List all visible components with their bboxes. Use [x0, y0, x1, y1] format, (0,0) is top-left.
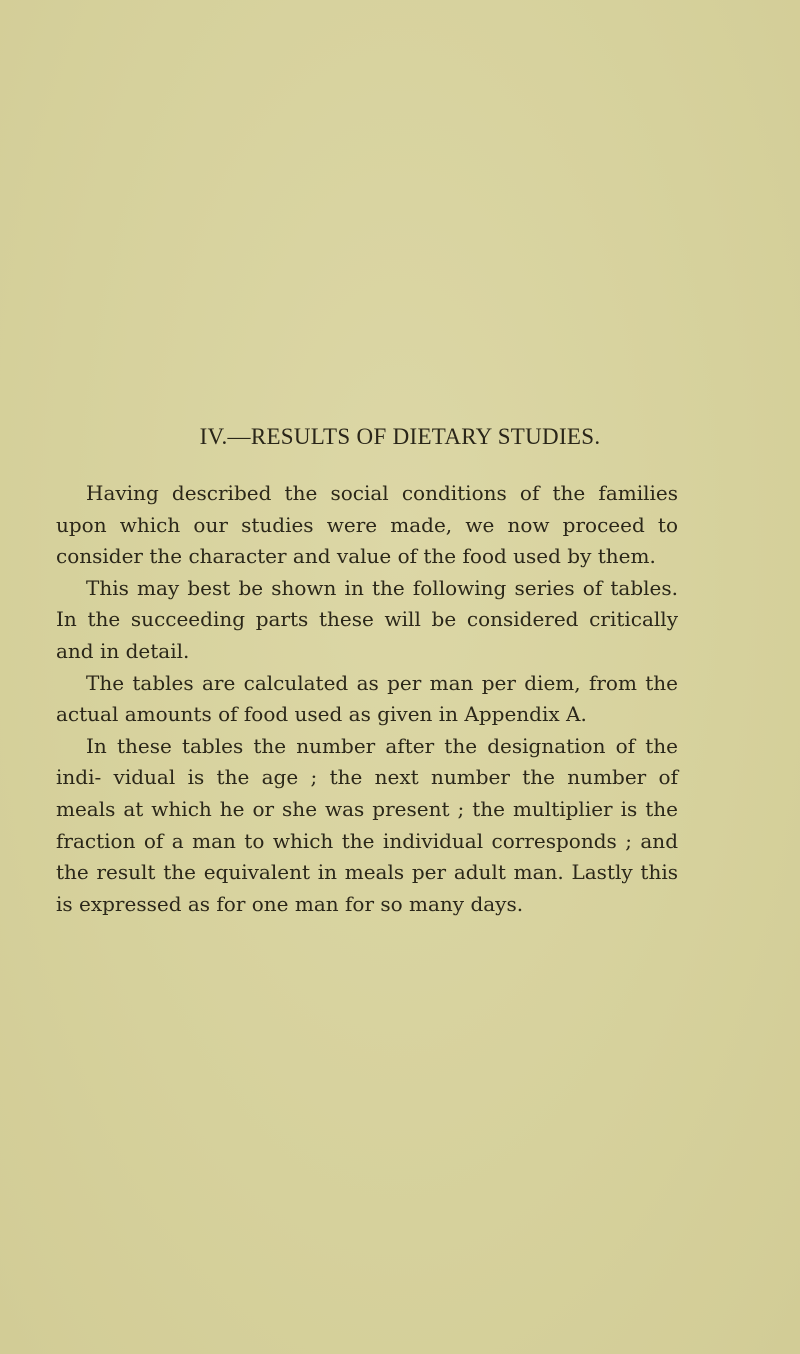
- paragraph-3: The tables are calculated as per man per diem, from the actual amounts of food used as given in Appendix A.: [56, 670, 678, 727]
- section-heading: IV.—RESULTS OF DIETARY STUDIES.: [199, 424, 601, 449]
- body-text: [56, 478, 678, 920]
- paragraph-4: In these tables the number after the designation of the indi- vidual is the age ; the next number the number of meals at which he or she was present ; the multiplier is the fraction of a man to which the individual corresponds ; and the result the equivalent in meals per adult man. Lastly this is expressed as for one man for so many days.: [56, 733, 678, 916]
- paragraph-2: This may best be shown in the following series of tables. In the succeeding parts these will be considered critically and in detail.: [56, 575, 678, 663]
- paragraph-1: Having described the social conditions of the families upon which our studies were made, we now proceed to consider the character and value of the food used by them.: [56, 481, 678, 569]
